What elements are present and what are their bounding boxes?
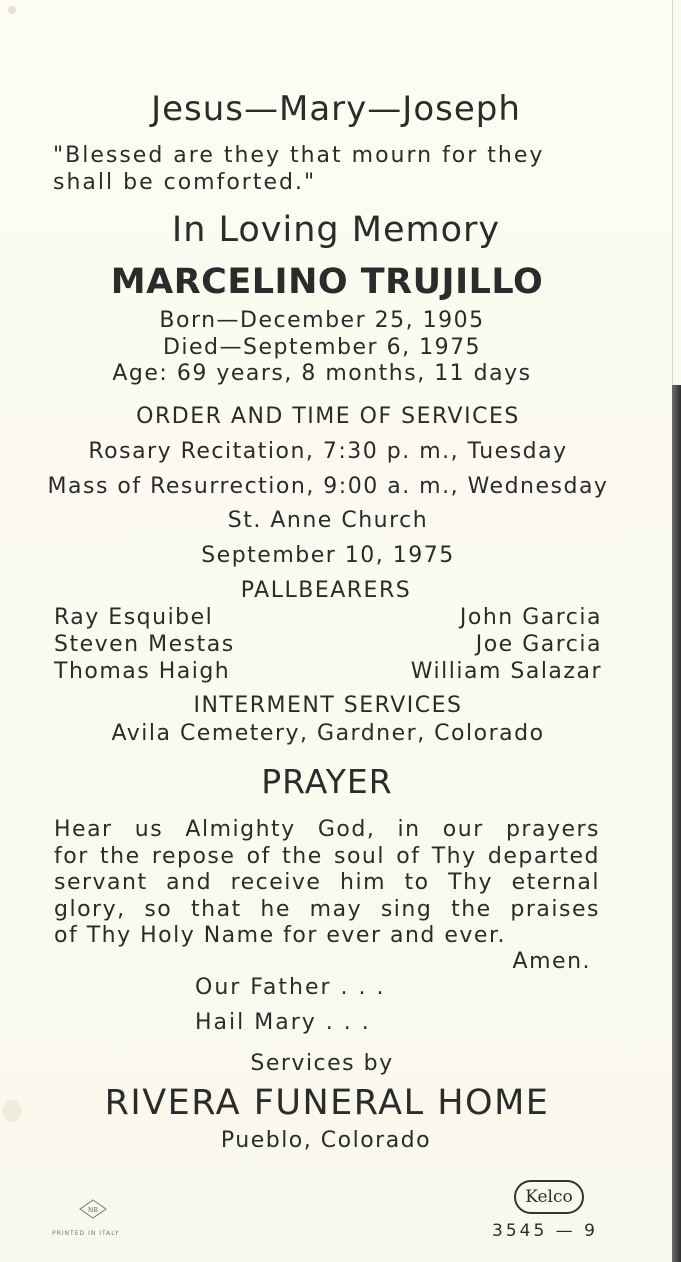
prayer-line: for the repose of the soul of Thy departed	[54, 843, 600, 869]
pallbearer-name: William Salazar	[410, 659, 602, 684]
quote-line-2: shall be comforted."	[53, 170, 317, 195]
funeral-home-name: RIVERA FUNERAL HOME	[104, 1083, 550, 1123]
birth-date: Born—December 25, 1905	[159, 308, 485, 333]
death-date: Died—September 6, 1975	[162, 335, 482, 360]
rosary-time: Rosary Recitation, 7:30 p. m., Tuesday	[88, 439, 568, 464]
interment-place: Avila Cemetery, Gardner, Colorado	[111, 721, 545, 746]
age: Age: 69 years, 8 months, 11 days	[112, 361, 532, 386]
prayer-line: Hear us Almighty God, in our prayers	[54, 817, 600, 842]
card-code: 3545 — 9	[492, 1221, 598, 1241]
kelco-logo: Kelco	[514, 1180, 584, 1214]
mass-time: Mass of Resurrection, 9:00 a. m., Wednesday	[47, 474, 609, 499]
service-date: September 10, 1975	[201, 543, 455, 568]
printer-mark-letters: NB	[87, 1206, 99, 1214]
services-by: Services by	[250, 1051, 394, 1076]
prayer-line: glory, so that he may sing the praises	[54, 896, 600, 922]
prayer-line: of Thy Holy Name for ever and ever.	[54, 923, 506, 948]
pallbearer-name: Joe Garcia	[475, 632, 602, 657]
pallbearer-name: Thomas Haigh	[54, 659, 231, 684]
funeral-home-city: Pueblo, Colorado	[220, 1128, 432, 1153]
card-header: Jesus—Mary—Joseph	[151, 89, 521, 129]
deceased-name: MARCELINO TRUJILLO	[110, 262, 544, 302]
prayer-text	[54, 817, 600, 950]
hail-mary: Hail Mary . . .	[195, 1010, 371, 1035]
prayer-line: servant and receive him to Thy eternal	[54, 870, 600, 895]
quote-line-1: "Blessed are they that mourn for they	[53, 143, 545, 168]
interment-heading: INTERMENT SERVICES	[193, 693, 463, 718]
scan-edge	[672, 385, 681, 1262]
in-loving-memory: In Loving Memory	[171, 210, 501, 250]
printed-in-label: PRINTED IN ITALY	[52, 1230, 120, 1237]
pallbearer-name: Ray Esquibel	[54, 605, 214, 630]
amen: Amen.	[512, 949, 591, 974]
church-name: St. Anne Church	[227, 508, 429, 533]
prayer-heading: PRAYER	[261, 762, 393, 801]
paper-spot	[8, 6, 16, 14]
printer-mark-icon	[79, 1199, 107, 1219]
pallbearer-name: John Garcia	[459, 605, 602, 630]
pallbearers-heading: PALLBEARERS	[240, 578, 412, 603]
our-father: Our Father . . .	[195, 975, 386, 1000]
services-heading: ORDER AND TIME OF SERVICES	[136, 404, 520, 429]
pallbearer-name: Steven Mestas	[54, 632, 235, 657]
